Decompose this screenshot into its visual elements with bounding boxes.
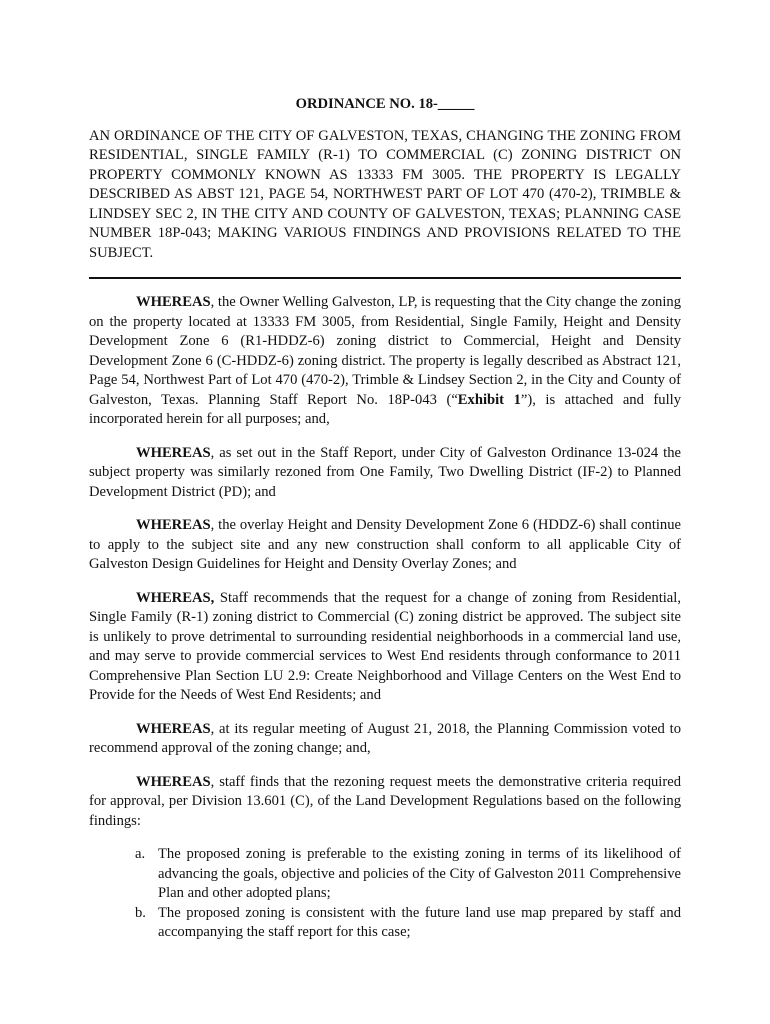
ordinance-caption: AN ORDINANCE OF THE CITY OF GALVESTON, TEXAS, CHANGING THE ZONING FROM RESIDENTIAL, SINGLE FAMILY (R-1) TO COMMERCIAL (C) ZONING DISTRICT ON PROPERTY COMMONLY KNOWN AS 13333 FM 3005. THE PROPERTY IS LEGALLY DESCRIBED AS ABST 121, PAGE 54, NORTHWEST PART OF LOT 470 (470-2), TRIMBLE & LINDSEY SEC 2, IN THE CITY AND COUNTY OF GALVESTON, TEXAS; PLANNING CASE NUMBER 18P-043; MAKING VARIOUS FINDINGS AND PROVISIONS RELATED TO THE SUBJECT. bbox=[89, 127, 681, 261]
finding-item bbox=[135, 904, 681, 943]
caption-divider bbox=[89, 277, 681, 279]
paragraph-text: ”), is attached and fully incorporated herein for all purposes; and, bbox=[89, 391, 681, 427]
paragraph-text: , as set out in the Staff Report, under City of Galveston Ordinance 13-024 the subject property was similarly rezoned from One Family, Two Dwelling District (IF-2) to Planned Development District (PD); and bbox=[89, 444, 681, 500]
whereas-paragraph bbox=[89, 444, 681, 503]
paragraph-text: Staff recommends that the request for a change of zoning from Residential, Single Family (R-1) zoning district to Commercial (C) zoning district be approved. The subject site is unlikely to prove detrimental to surrounding residential neighborhoods in a commercial land use, and may serve to provide commercial services to West End residents through conformance to 2011 Comprehensive Plan Section LU 2.9: Create Neighborhood and Village Centers on the West End to Provide for the Needs of West End Residents; and bbox=[89, 589, 681, 703]
finding-marker: a. bbox=[135, 846, 146, 862]
whereas-lead: WHEREAS bbox=[136, 294, 211, 310]
paragraph-text: , the overlay Height and Density Development Zone 6 (HDDZ-6) shall continue to apply to the subject site and any new construction shall conform to all applicable City of Galveston Design Guidelines for Height and Density Overlay Zones; and bbox=[89, 517, 681, 572]
finding-text: The proposed zoning is preferable to the existing zoning in terms of its likelihood of advancing the goals, objective and policies of the City of Galveston 2011 Comprehensive Plan and other adopted plans; bbox=[158, 846, 681, 901]
whereas-paragraph bbox=[89, 773, 681, 832]
ordinance-title: ORDINANCE NO. 18-_____ bbox=[295, 96, 475, 112]
finding-marker: b. bbox=[135, 904, 146, 921]
paragraph-text: , staff finds that the rezoning request meets the demonstrative criteria required for approval, per Division 13.601 (C), of the Land Development Regulations based on the following findings: bbox=[89, 773, 681, 829]
whereas-paragraph bbox=[89, 720, 681, 759]
paragraph-text: , at its regular meeting of August 21, 2018, the Planning Commission voted to recommend approval of the zoning change; and, bbox=[89, 720, 681, 756]
paragraph-text: , the Owner Welling Galveston, LP, is requesting that the City change the zoning on the property located at 13333 FM 3005, from Residential, Single Family, Height and Density Development Zone 6 (R1-HDDZ-6) zoning district to Commercial, Height and Density Development Zone 6 (C-HDDZ-6) zoning district. The property is legally described as Abstract 121, Page 54, Northwest Part of Lot 470 (470-2), Trimble & Lindsey Section 2, in the City and County of Galveston, Texas. Planning Staff Report No. 18P-043 (“ bbox=[89, 294, 681, 408]
whereas-paragraph bbox=[89, 589, 681, 706]
finding-item bbox=[135, 845, 681, 904]
whereas-paragraph bbox=[89, 293, 681, 430]
finding-text: The proposed zoning is consistent with the future land use map prepared by staff and accompanying the staff report for this case; bbox=[158, 904, 681, 940]
findings-list bbox=[89, 845, 681, 943]
whereas-lead: WHEREAS bbox=[136, 517, 211, 533]
whereas-lead: WHEREAS bbox=[136, 720, 211, 737]
whereas-lead: WHEREAS bbox=[136, 773, 211, 790]
whereas-paragraph bbox=[89, 516, 681, 575]
whereas-lead: WHEREAS, bbox=[136, 589, 215, 606]
whereas-lead: WHEREAS bbox=[136, 444, 211, 461]
exhibit-reference: Exhibit 1 bbox=[457, 391, 521, 408]
